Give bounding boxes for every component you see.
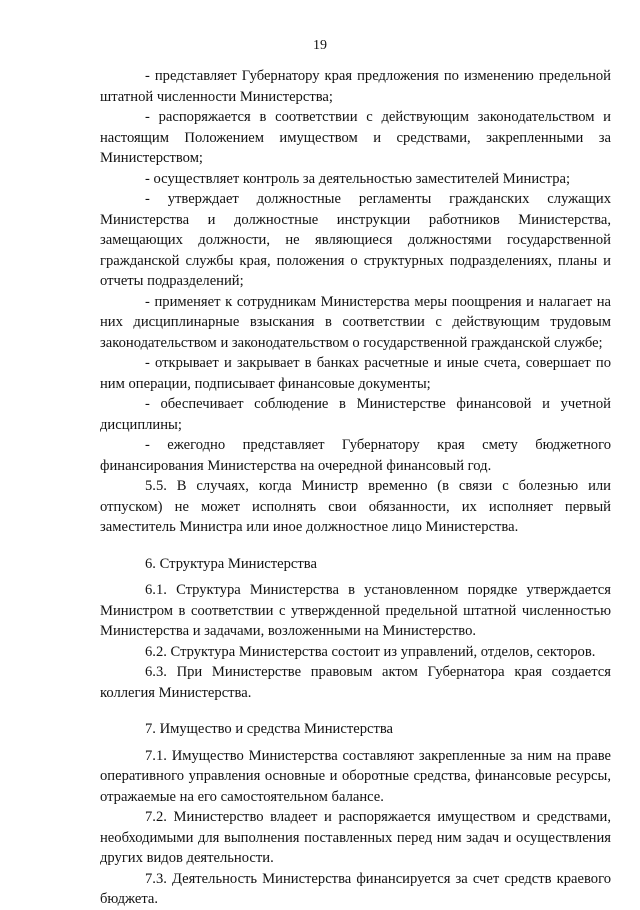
page-number: 19	[313, 38, 327, 53]
section-6-heading: 6. Структура Министерства	[145, 555, 317, 572]
paragraph-job-regulations: - утверждает должностные регламенты гражданских служащих Министерства и должностные инструкции работников Министерства, замещающих должности, не являющиеся должностями государственной гражданской службы края, положения о структурных подразделениях, планы и отчеты подразделений;	[100, 191, 611, 289]
paragraph-5-5: 5.5. В случаях, когда Министр временно (в связи с болезнью или отпуском) не может исполнять свои обязанности, их исполняет первый заместитель Министра или иное должностное лицо Министерства.	[100, 478, 611, 535]
paragraph-incentives-penalties: - применяет к сотрудникам Министерства меры поощрения и налагает на них дисциплинарные взыскания в соответствии с действующим трудовым законодательством и законодательством о государственной гражданской службе;	[100, 293, 611, 351]
paragraph-deputies-control: - осуществляет контроль за деятельностью заместителей Министра;	[145, 170, 571, 187]
paragraph-discipline: - обеспечивает соблюдение в Министерстве финансовой и учетной дисциплины;	[100, 396, 611, 433]
section-spacer	[100, 538, 611, 554]
paragraph-governor-staff-proposals: - представляет Губернатору края предложения по изменению предельной штатной численности Министерства;	[100, 68, 611, 105]
paragraph-6-1: 6.1. Структура Министерства в установленном порядке утверждается Министром в соответствии с утвержденной предельной штатной численностью Министерства и задачами, возложенными на Министерство.	[100, 582, 611, 639]
paragraph-bank-accounts: - открывает и закрывает в банках расчетные и иные счета, совершает по ним операции, подписывает финансовые документы;	[100, 355, 611, 392]
paragraph-budget-estimate: - ежегодно представляет Губернатору края смету бюджетного финансирования Министерства на очередной финансовый год.	[100, 437, 611, 474]
paragraph-6-3: 6.3. При Министерстве правовым актом Губернатора края создается коллегия Министерства.	[100, 664, 611, 701]
section-spacer	[100, 703, 611, 719]
paragraph-6-2: 6.2. Структура Министерства состоит из управлений, отделов, секторов.	[145, 643, 596, 660]
paragraph-7-3: 7.3. Деятельность Министерства финансируется за счет средств краевого бюджета.	[100, 870, 611, 907]
paragraph-property-management: - распоряжается в соответствии с действующим законодательством и настоящим Положением имуществом и средствами, закрепленными за Министерством;	[100, 109, 611, 166]
document-body	[100, 66, 611, 910]
section-7-heading: 7. Имущество и средства Министерства	[145, 721, 394, 737]
paragraph-7-1: 7.1. Имущество Министерства составляют закрепленные за ним на праве оперативного управления основные и оборотные средства, финансовые ресурсы, отражаемые на его самостоятельном балансе.	[100, 747, 611, 805]
paragraph-7-2: 7.2. Министерство владеет и распоряжается имуществом и средствами, необходимыми для выполнения поставленных перед ним задач и осуществления других видов деятельности.	[100, 809, 611, 866]
